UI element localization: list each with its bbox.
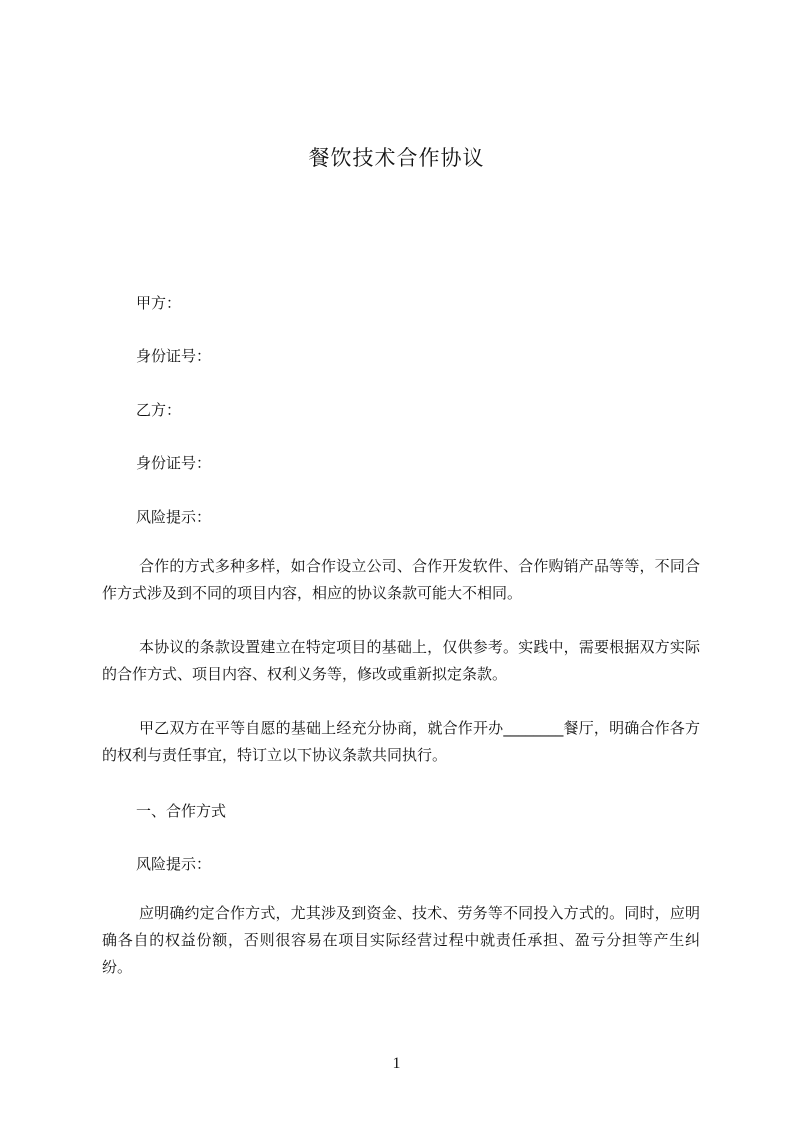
page-number: 1 [392,1055,401,1072]
paragraph-agreement-purpose: 甲乙双方在平等自愿的基础上经充分协商，就合作开办________餐厅，明确合作各方的权利与责任事宜，特订立以下协议条款共同执行。 [102,719,700,764]
party-b-id-label: 身份证号： [136,454,212,472]
section-heading: 一、合作方式 [136,802,227,820]
paragraph-reference-only: 本协议的条款设置建立在特定项目的基础上，仅供参考。实践中，需要根据双方实际的合作方式、项目内容、权利义务等，修改或重新拟定条款。 [102,638,700,683]
document-title: 餐饮技术合作协议 [308,146,485,170]
party-b-label: 乙方： [136,401,182,419]
risk-notice-label: 风险提示： [136,508,212,526]
paragraph-cooperation-method: 应明确约定合作方式，尤其涉及到资金、技术、劳务等不同投入方式的。同时，应明确各自的权益份额，否则很容易在项目实际经营过程中就责任承担、盈亏分担等产生纠纷。 [102,904,700,976]
paragraph-cooperation-types: 合作的方式多种多样，如合作设立公司、合作开发软件、合作购销产品等等，不同合作方式涉及到不同的项目内容，相应的协议条款可能大不相同。 [102,557,700,602]
party-a-id-label: 身份证号： [136,347,212,365]
section-risk-notice-label: 风险提示： [136,855,212,873]
party-a-label: 甲方： [136,294,182,312]
